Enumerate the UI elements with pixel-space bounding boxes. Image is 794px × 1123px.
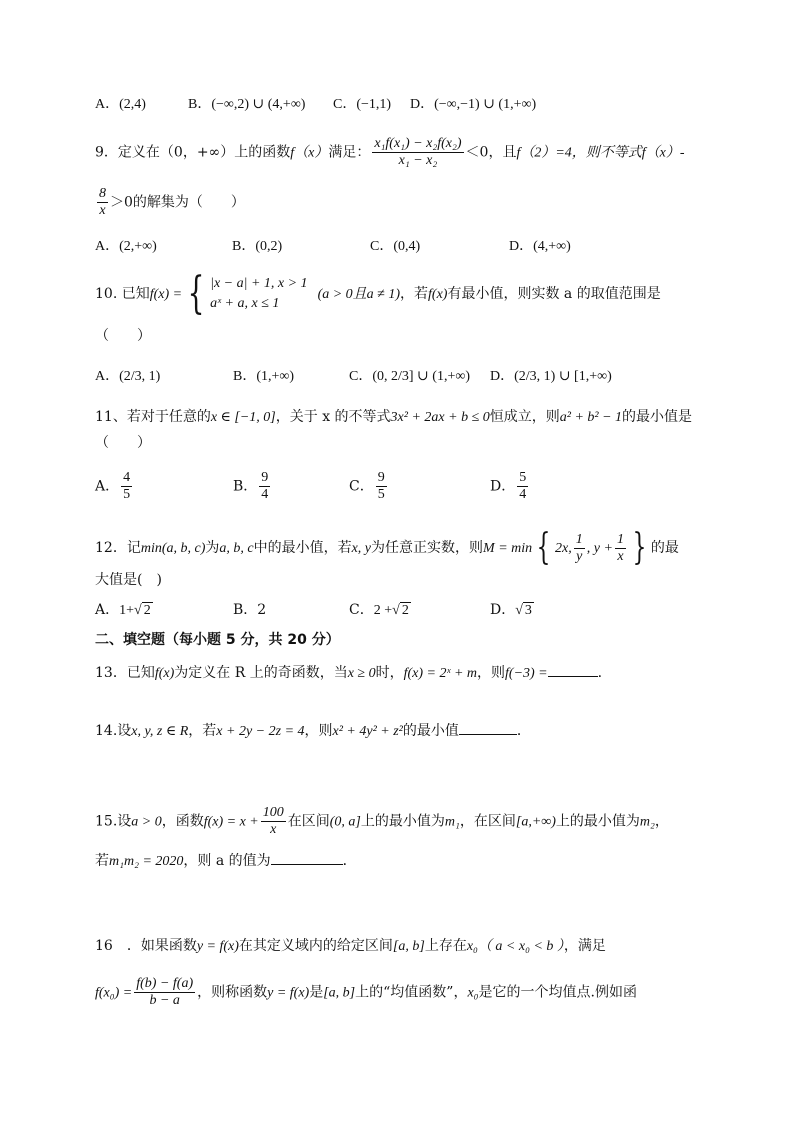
- q8-option-a: A．(2,4): [95, 97, 146, 112]
- q8-option-b: B．(−∞,2) ∪ (4,+∞): [188, 97, 306, 112]
- q10-option-a: A．(2/3, 1): [95, 369, 161, 384]
- section-fill-in-heading: 二、填空题（每小题 5 分，共 20 分）: [95, 632, 340, 648]
- q12-stem-line1: 12．记min(a, b, c)为a, b, c中的最小值，若x, y为任意正实数，则M = min { 2x, $\frac{1}{y}$ , y + $\frac{1}{x}$ } 的最: [95, 527, 679, 568]
- q12-option-b: B．2: [233, 602, 267, 618]
- q11-option-b: B． $\frac{9}{4}$: [233, 470, 269, 502]
- q12-option-d: D．√ 3: [490, 602, 532, 618]
- q9-stem-line1: 9．定义在（0，+∞）上的函数f（x）满足： $\frac{\text{x₁f(x₁) − x₂f(x₂)}}{\text{x₁ − x₂}}$ ＜0，且f（2）=4，则不等式f（x）-: [95, 136, 685, 168]
- q12-stem-line2: 大值是( ): [95, 572, 162, 588]
- q9-option-b: B．(0,2): [232, 239, 283, 254]
- q8-option-d: D．(−∞,−1) ∪ (1,+∞): [410, 97, 537, 112]
- q9-option-d: D．(4,+∞): [509, 239, 571, 254]
- q10-option-b: B．(1,+∞): [233, 369, 295, 384]
- q14-answer-blank[interactable]: [459, 720, 517, 735]
- q13-stem: 13．已知f(x)为定义在 R 上的奇函数，当x ≥ 0时，f(x) = 2ˣ + m，则f(−3) = .: [95, 662, 602, 684]
- q11-stem: 11、若对于任意的x ∈ [−1, 0]，关于 x 的不等式3x² + 2ax + b ≤ 0恒成立，则a² + b² − 1的最小值是: [95, 409, 693, 425]
- q11-option-c: C． $\frac{9}{5}$: [349, 470, 385, 502]
- q9-fraction-8x: $\frac{8}{x}$: [99, 186, 106, 218]
- q10-piecewise: |x − a| + 1, x > 1 aˣ + a, x ≤ 1: [210, 276, 308, 311]
- q11-option-d: D． $\frac{5}{4}$: [490, 470, 527, 502]
- q16-stem-line1: 16 ．如果函数y = f(x)在其定义域内的给定区间[a, b]上存在x₀（ a < x₀ < b ），满足: [95, 938, 606, 954]
- q9-option-c: C．(0,4): [370, 239, 421, 254]
- q11-paren: （ ）: [95, 435, 151, 451]
- q13-answer-blank[interactable]: [548, 662, 598, 677]
- q11-option-a: A． $\frac{4}{5}$: [95, 470, 131, 502]
- q9-stem-line2: $\frac{8}{x}$ ＞0的解集为（ ）: [99, 186, 245, 218]
- q15-answer-blank[interactable]: [271, 850, 343, 865]
- q15-stem-line1: 15.设a > 0，函数f(x) = x + $\frac{100}{x}$ 在区间(0, a]上的最小值为m₁，在区间[a,+∞)上的最小值为m₂，: [95, 805, 669, 837]
- q8-option-c: C．(−1,1): [333, 97, 392, 112]
- q14-stem: 14.设x, y, z ∈ R，若x + 2y − 2z = 4，则x² + 4y² + z²的最小值 ．: [95, 720, 531, 742]
- q9-option-a: A．(2,+∞): [95, 239, 157, 254]
- q10-stem: 10. 已知f(x) = { |x − a| + 1, x > 1 aˣ + a, x ≤ 1 (a > 0且a ≠ 1)，若f(x)有最小值，则实数 a 的取值范围是: [95, 268, 661, 319]
- q12-option-c: C．2 +√ 2: [349, 602, 409, 618]
- q16-stem-line2: f(x₀) = $\frac{f(b) - f(a)}{b - a}$ ，则称函数y = f(x)是[a, b]上的“均值函数”，x₀是它的一个均值点.例如函: [95, 976, 637, 1008]
- q10-paren: （ ）: [95, 328, 151, 344]
- q15-stem-line2: 若m₁m₂ = 2020，则 a 的值为 ．: [95, 850, 357, 872]
- q10-option-c: C．(0, 2/3] ∪ (1,+∞): [349, 369, 470, 384]
- q12-option-a: A．1+√ 2: [95, 602, 151, 618]
- q10-option-d: D．(2/3, 1) ∪ [1,+∞): [490, 369, 612, 384]
- q9-fraction: $\frac{\text{x₁f(x₁) − x₂f(x₂)}}{\text{x₁ − x₂}}$: [374, 136, 462, 168]
